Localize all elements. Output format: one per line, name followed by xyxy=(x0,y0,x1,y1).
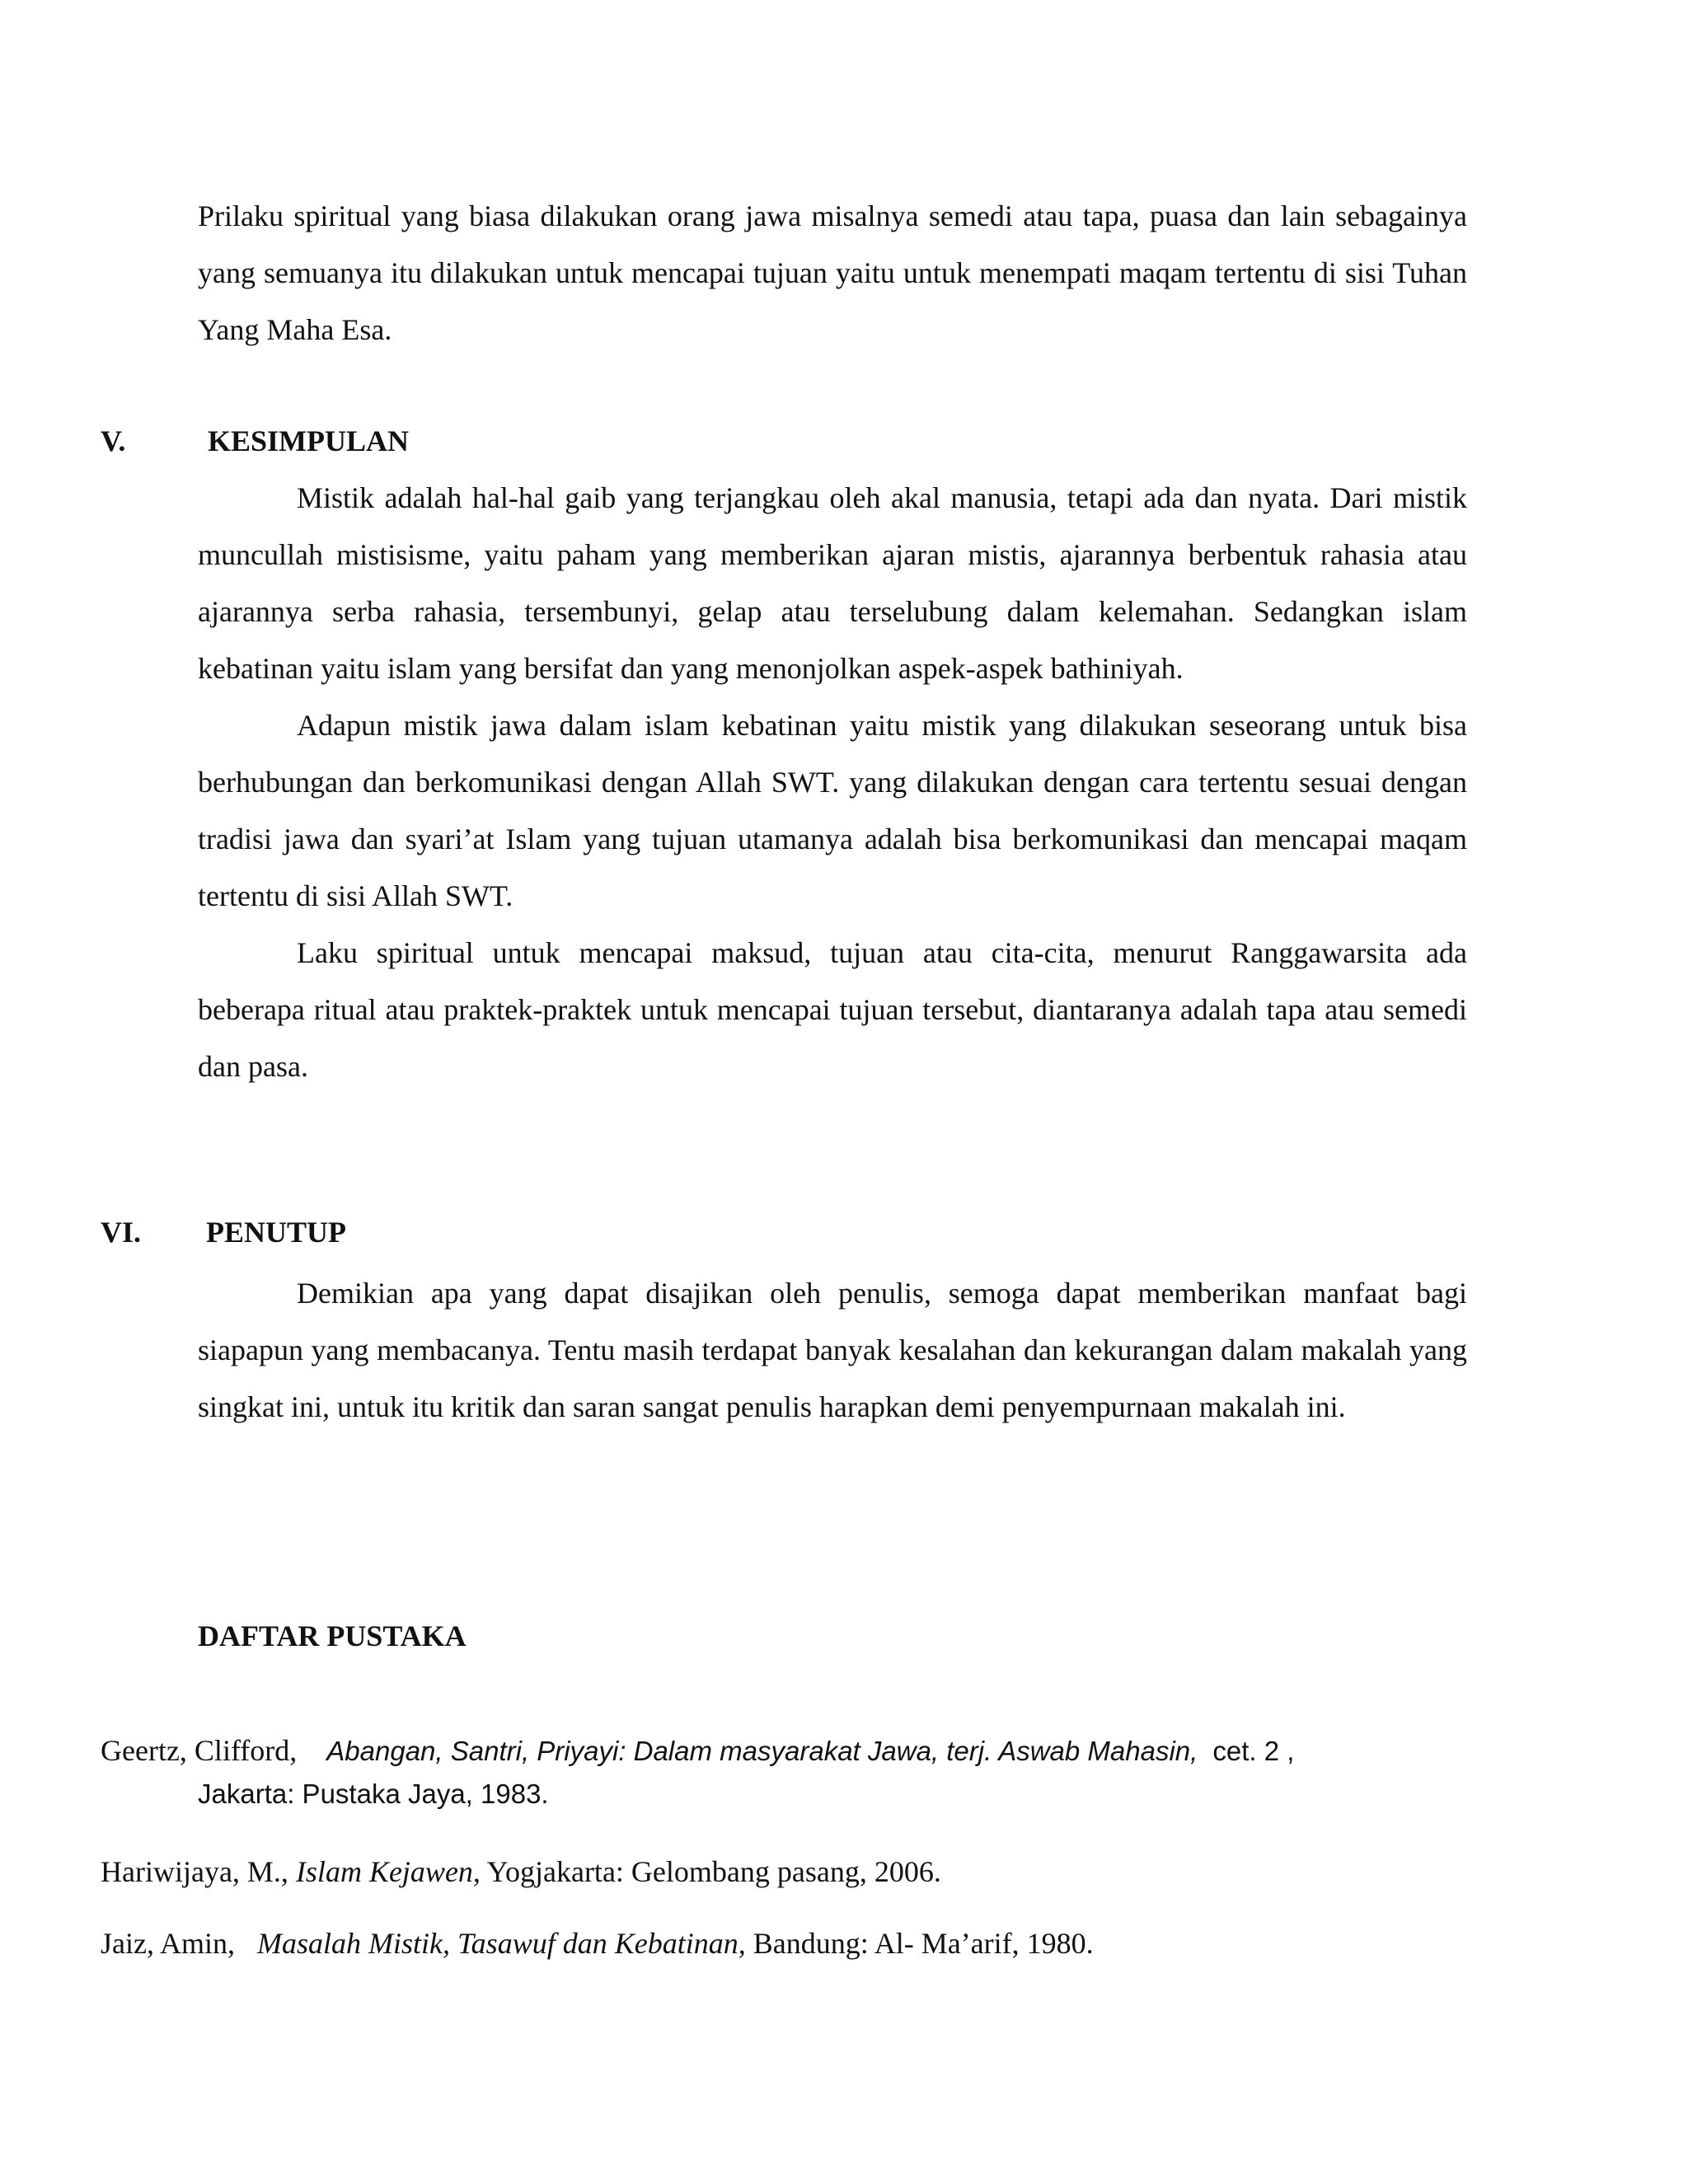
section-v-title: KESIMPULAN xyxy=(208,424,410,457)
bibliography-entry xyxy=(101,1729,1469,1816)
entry-author: Geertz, Clifford, xyxy=(101,1734,298,1767)
bibliography-entry xyxy=(101,1850,1469,1893)
entry-title: Islam Kejawen, xyxy=(295,1855,481,1888)
entry-details: cet. 2 , xyxy=(1212,1736,1295,1766)
entry-details: Bandung: Al- Ma’arif, 1980. xyxy=(753,1927,1094,1960)
section-vi-body xyxy=(198,1265,1467,1436)
intro-section xyxy=(198,188,1467,359)
section-v-number: V. xyxy=(101,424,126,457)
entry-author: Jaiz, Amin, xyxy=(101,1927,235,1960)
section-vi-number: VI. xyxy=(101,1216,142,1249)
entry-title: Masalah Mistik, Tasawuf dan Kebatinan, xyxy=(256,1927,746,1960)
entry-details: Yogjakarta: Gelombang pasang, 2006. xyxy=(486,1855,941,1888)
section-v-paragraph-2: Adapun mistik jawa dalam islam kebatinan yaitu mistik yang dilakukan seseorang untuk bisa berhubungan dan berkomunikasi dengan Allah SWT. yang dilakukan dengan cara tertentu sesuai dengan tradisi jawa dan syari’at Islam yang tujuan utamanya adalah bisa berkomunikasi dan mencapai maqam tertentu di sisi Allah SWT. xyxy=(198,709,1467,912)
section-v-body xyxy=(198,470,1467,1095)
section-v-paragraph-3: Laku spiritual untuk mencapai maksud, tujuan atau cita-cita, menurut Ranggawarsita ada beberapa ritual atau praktek-praktek untuk mencapai tujuan tersebut, diantaranya adalah tapa atau semedi dan pasa. xyxy=(198,936,1467,1083)
entry-continuation: Jakarta: Pustaka Jaya, 1983. xyxy=(198,1779,549,1809)
section-vi-paragraph-1: Demikian apa yang dapat disajikan oleh penulis, semoga dapat memberikan manfaat bagi siapapun yang membacanya. Tentu masih terdapat banyak kesalahan dan kekurangan dalam makalah yang singkat ini, untuk itu kritik dan saran sangat penulis harapkan demi penyempurnaan makalah ini. xyxy=(198,1277,1467,1423)
entry-title: Abangan, Santri, Priyayi: Dalam masyarakat Jawa, terj. Aswab Mahasin, xyxy=(326,1736,1198,1766)
bibliography-entry xyxy=(101,1922,1469,1965)
intro-paragraph: Prilaku spiritual yang biasa dilakukan orang jawa misalnya semedi atau tapa, puasa dan lain sebagainya yang semuanya itu dilakukan untuk mencapai tujuan yaitu untuk menempati maqam tertentu di sisi Tuhan Yang Maha Esa. xyxy=(198,199,1467,346)
entry-author: Hariwijaya, M., xyxy=(101,1855,288,1888)
section-v-paragraph-1: Mistik adalah hal-hal gaib yang terjangkau oleh akal manusia, tetapi ada dan nyata. Dari mistik muncullah mistisisme, yaitu paham yang memberikan ajaran mistis, ajarannya berbentuk rahasia atau ajarannya serba rahasia, tersembunyi, gelap atau terselubung dalam kelemahan. Sedangkan islam kebatinan yaitu islam yang bersifat dan yang menonjolkan aspek-aspek bathiniyah. xyxy=(198,481,1467,685)
section-vi-title: PENUTUP xyxy=(206,1216,346,1249)
document-page: Prilaku spiritual yang biasa dilakukan orang jawa misalnya semedi atau tapa, puasa dan lain sebagainya yang semuanya itu dilakukan untuk mencapai tujuan yaitu untuk menempati maqam tertentu di sisi Tuhan Yang Maha Esa. V. KESIMPULAN Mistik adalah hal-hal gaib yang terjangkau oleh akal manusia, tetapi ada dan nyata. Dari mistik muncullah mistisisme, yaitu paham yang memberikan ajaran mistis, ajarannya berbentuk rahasia atau ajarannya serba rahasia, tersembunyi, gelap atau terselubung dalam kelemahan. Sedangkan islam kebatinan yaitu islam yang bersifat dan yang menonjolkan aspek-aspek bathiniyah. Adapun mistik jawa dalam islam kebatinan yaitu mistik yang dilakukan seseorang untuk bisa berhubungan dan berkomunikasi dengan Allah SWT. yang dilakukan dengan cara tertentu sesuai dengan tradisi jawa dan syari’at Islam yang tujuan utamanya adalah bisa berkomunikasi dan mencapai maqam tertentu di sisi Allah SWT. Laku spiritual untuk mencapai maksud, tujuan atau cita-cita, menurut Ranggawarsita ada beberapa ritual atau praktek-praktek untuk mencapai tujuan tersebut, diantaranya adalah tapa atau semedi dan pasa. VI. PENUTUP Demikian apa yang dapat disajikan oleh penulis, semoga dapat memberikan manfaat bagi siapapun yang membacanya. Tentu masih terdapat banyak kesalahan dan kekurangan dalam makalah yang singkat ini, untuk itu kritik dan saran sangat penulis harapkan demi penyempurnaan makalah ini. DAFTAR PUSTAKA Geertz, Clifford, Abangan, Santri, Priyayi: Dalam masyarakat Jawa, terj. Aswab Mahasin, cet. 2 , Jakarta: Pustaka Jaya, 1983. Hariwijaya, M., Islam Kejawen, Yogjakarta: Gelombang pasang, 2006. Jaiz, Amin, Masalah Mistik, Tasawuf dan Kebatinan, Bandung: Al- Ma’arif, 1980. xyxy=(0,0,1688,2184)
